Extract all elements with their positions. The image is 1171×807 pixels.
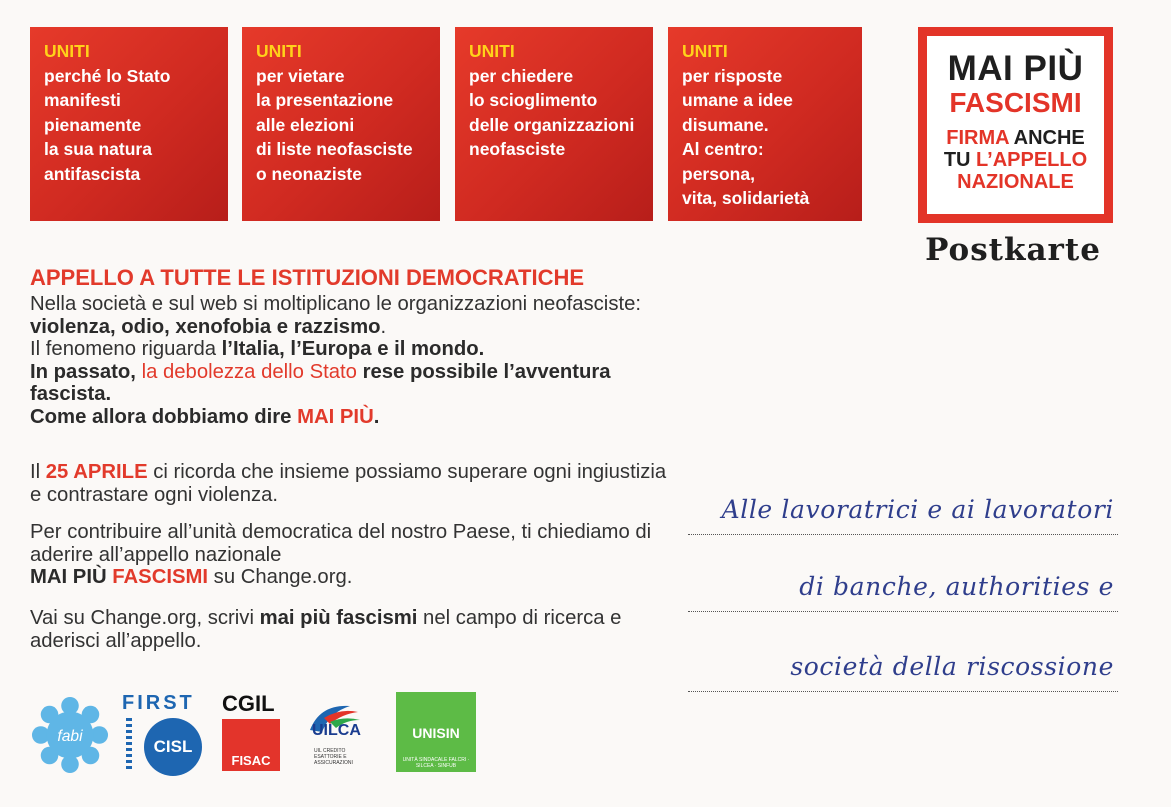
appello-paragraph-2: Il 25 APRILE ci ricorda che insieme possiamo superare ogni ingiustizia e contrastare ogni violenza. <box>30 461 667 506</box>
uniti-box-3 <box>455 27 653 221</box>
uniti-box-2 <box>242 27 440 221</box>
uniti-text: perché lo Stato manifesti pienamente la sua natura antifascista <box>44 65 171 184</box>
first-text: FIRST <box>122 692 195 714</box>
appello-paragraph-1: Nella società e sul web si moltiplicano le organizzazioni neofasciste: violenza, odio, xenofobia e razzismo. Il fenomeno riguarda l’Italia, l’Europa e il mondo. In passato, la debolezza dello Stato rese possibile l’avventura fascista. Come allora dobbiamo dire MAI PIÙ. <box>30 293 642 428</box>
first-bars <box>126 718 132 770</box>
fabi-logo <box>31 696 109 774</box>
firma-anche-line: FIRMA ANCHE <box>946 127 1085 149</box>
appello-paragraph-4: Vai su Change.org, scrivi mai più fascismi nel campo di ricerca e aderisci all’appello. <box>30 607 622 652</box>
cgil-text: CGIL <box>222 691 275 716</box>
unisin-logo: UNISIN UNITÀ SINDACALE FALCRI · SILCEA · SINFUB <box>396 692 476 772</box>
postkarte-label: Postkarte <box>925 232 1101 268</box>
uniti-heading: UNITI <box>256 41 302 61</box>
uniti-heading: UNITI <box>44 41 90 61</box>
appello-paragraph-3: Per contribuire all’unità democratica del nostro Paese, ti chiediamo di aderire all’appello nazionale MAI PIÙ FASCISMI su Change.org. <box>30 521 652 588</box>
nazionale-line: NAZIONALE <box>957 171 1074 193</box>
uilca-logo: UILCA UIL CREDITO ESATTORIE E ASSICURAZIONI <box>300 700 382 772</box>
address-line-2: di banche, authorities e <box>688 572 1118 612</box>
mai-piu-fascismi-badge <box>918 27 1113 223</box>
appello-title: APPELLO A TUTTE LE ISTITUZIONI DEMOCRATICHE <box>30 265 585 290</box>
address-line-3: società della riscossione <box>688 652 1118 692</box>
uniti-box-4 <box>668 27 862 221</box>
cisl-text: CISL <box>144 718 202 776</box>
cgil-fisac-logo <box>222 693 284 773</box>
uniti-text: per chiedere lo scioglimento delle organizzazioni neofasciste <box>469 65 635 159</box>
mai-piu-text: MAI PIÙ <box>947 49 1084 88</box>
uniti-box-1 <box>30 27 228 221</box>
uniti-text: per risposte umane a idee disumane. Al centro: persona, vita, solidarietà <box>682 65 810 208</box>
uniti-text: per vietare la presentazione alle elezioni di liste neofasciste o neonaziste <box>256 65 413 184</box>
svg-text:fabi: fabi <box>57 727 83 745</box>
first-cisl-logo <box>122 692 206 778</box>
address-line-1: Alle lavoratrici e ai lavoratori <box>688 495 1118 535</box>
uniti-heading: UNITI <box>682 41 728 61</box>
fisac-text: FISAC <box>222 719 280 771</box>
uniti-heading: UNITI <box>469 41 515 61</box>
fascismi-text: FASCISMI <box>949 87 1082 118</box>
tu-appello-line: TU L’APPELLO <box>943 149 1088 171</box>
